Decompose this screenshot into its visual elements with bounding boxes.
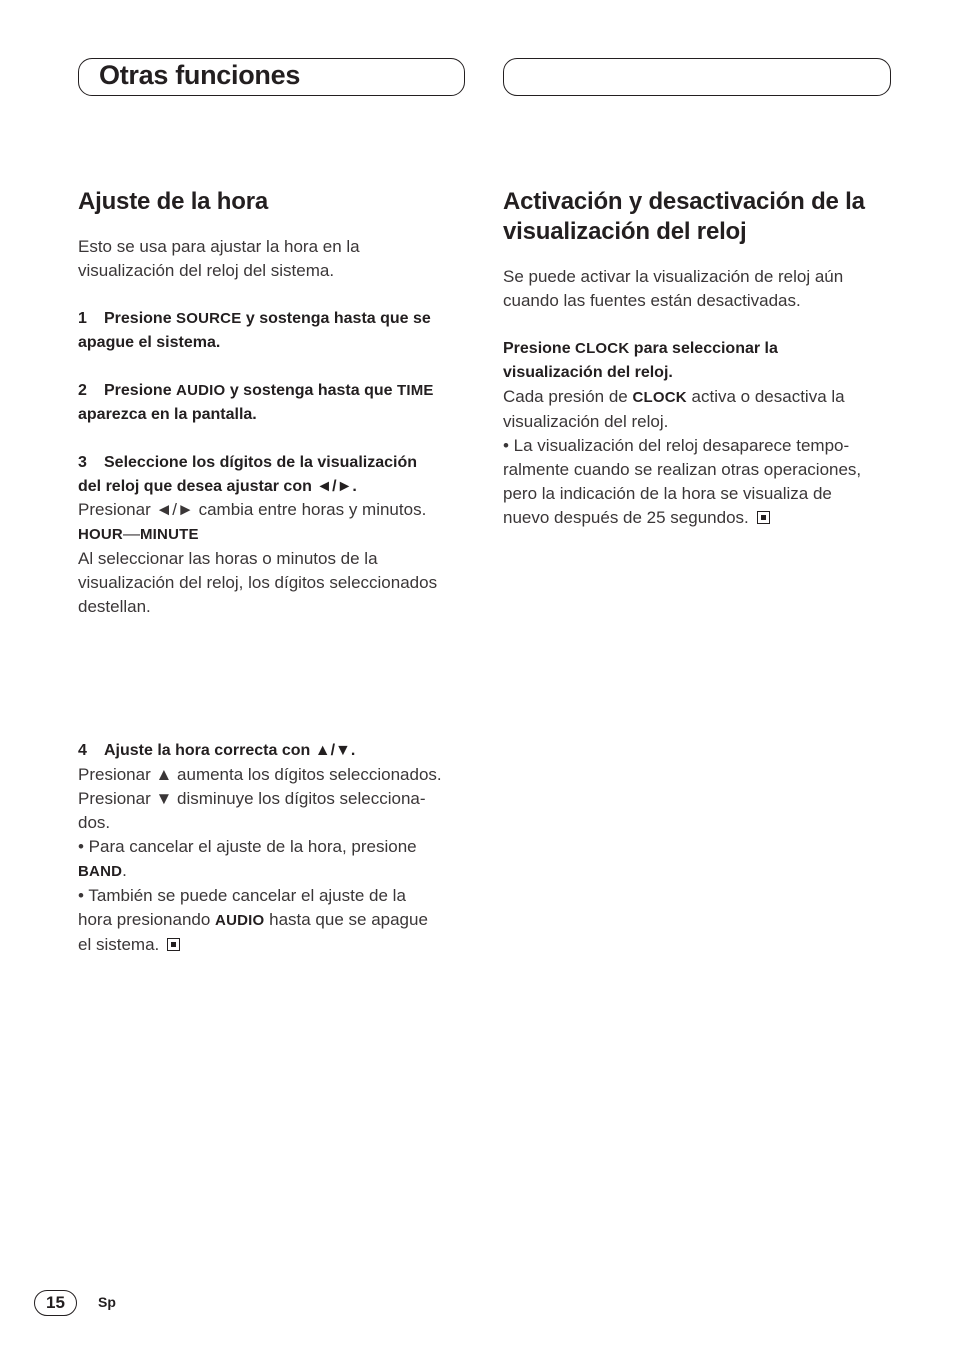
intro-line-2: cuando las fuentes están desactivadas.: [503, 291, 801, 310]
body-line: Al seleccionar las horas o minutos de la: [78, 549, 378, 568]
keyword-band: BAND: [78, 863, 123, 880]
bullet-line: hasta que se apague: [264, 910, 428, 929]
bullet-line: pero la indicación de la hora se visualiza de: [503, 484, 832, 503]
dash: —: [122, 524, 140, 543]
body-line: Presionar ▲ aumenta los dígitos seleccionados.: [78, 765, 442, 784]
step-text: Presione: [104, 382, 177, 399]
bullet-line: nuevo después de 25 segundos.: [503, 508, 749, 527]
step-2: [78, 379, 468, 427]
keyword-audio: AUDIO: [176, 382, 226, 399]
step-number: 1: [78, 310, 87, 327]
bullet-line: ralmente cuando se realizan otras operaciones,: [503, 460, 862, 479]
body-line: Presionar ◄/► cambia entre horas y minutos.: [78, 500, 427, 519]
punctuation: .: [122, 861, 127, 880]
intro-line-2: visualización del reloj del sistema.: [78, 261, 335, 280]
step-4-body: [78, 763, 468, 957]
step-number: 2: [78, 382, 87, 399]
step-4: [78, 739, 468, 763]
body-line: Presionar ▼ disminuye los dígitos selecciona-: [78, 789, 426, 808]
clock-instruction: [503, 337, 893, 385]
bullet-line: • La visualización del reloj desaparece tempo-: [503, 436, 850, 455]
keyword-hour: HOUR: [78, 526, 123, 543]
end-of-section-icon: [757, 511, 770, 524]
heading-ajuste-hora: Ajuste de la hora: [78, 188, 268, 215]
intro-line-1: Esto se usa para ajustar la hora en la: [78, 237, 360, 256]
step-text: Seleccione los dígitos de la visualización: [104, 454, 417, 471]
step-text: Presione: [104, 310, 177, 327]
keyword-audio: AUDIO: [215, 912, 265, 929]
step-text: Ajuste la hora correcta con ▲/▼.: [104, 742, 356, 759]
keyword-time: TIME: [396, 382, 434, 399]
heading-line-2: visualización del reloj: [503, 218, 747, 245]
page-number-badge: 15: [34, 1290, 77, 1316]
section-header-title: Otras funciones: [99, 60, 301, 90]
step-3: [78, 451, 468, 499]
clock-body: [503, 385, 893, 530]
keyword-clock: CLOCK: [632, 389, 687, 406]
intro-text: [503, 265, 893, 313]
language-code: Sp: [98, 1294, 116, 1310]
bullet-line: el sistema.: [78, 935, 160, 954]
bullet-line: • También se puede cancelar el ajuste de la: [78, 886, 406, 905]
intro-line-1: Se puede activar la visualización de reloj aún: [503, 267, 844, 286]
step-text: y sostenga hasta que se: [241, 310, 431, 327]
body-line: visualización del reloj.: [503, 412, 669, 431]
step-3-body: [78, 498, 468, 619]
keyword-minute: MINUTE: [139, 526, 199, 543]
heading-line-1: Activación y desactivación de la: [503, 188, 865, 215]
step-number: 4: [78, 742, 87, 759]
step-text: para seleccionar la: [629, 340, 778, 357]
step-text: y sostenga hasta que: [225, 382, 397, 399]
body-line: activa o desactiva la: [686, 387, 845, 406]
body-line: dos.: [78, 813, 111, 832]
keyword-clock: CLOCK: [575, 340, 630, 357]
end-of-section-icon: [167, 938, 180, 951]
step-text: aparezca en la pantalla.: [78, 406, 257, 423]
keyword-source: SOURCE: [176, 310, 242, 327]
step-text: Presione: [503, 340, 576, 357]
step-number: 3: [78, 454, 87, 471]
bullet-line: hora presionando: [78, 910, 216, 929]
step-text: apague el sistema.: [78, 334, 221, 351]
step-text: visualización del reloj.: [503, 364, 673, 381]
bullet-line: • Para cancelar el ajuste de la hora, presione: [78, 837, 417, 856]
heading-activacion-reloj: [503, 187, 865, 247]
intro-text: [78, 235, 468, 283]
body-line: Cada presión de: [503, 387, 633, 406]
step-text: del reloj que desea ajustar con ◄/►.: [78, 478, 357, 495]
section-header-box: [78, 58, 465, 96]
section-header-box-empty: [503, 58, 891, 96]
body-line: destellan.: [78, 597, 151, 616]
step-1: [78, 307, 468, 355]
body-line: visualización del reloj, los dígitos seleccionados: [78, 573, 438, 592]
